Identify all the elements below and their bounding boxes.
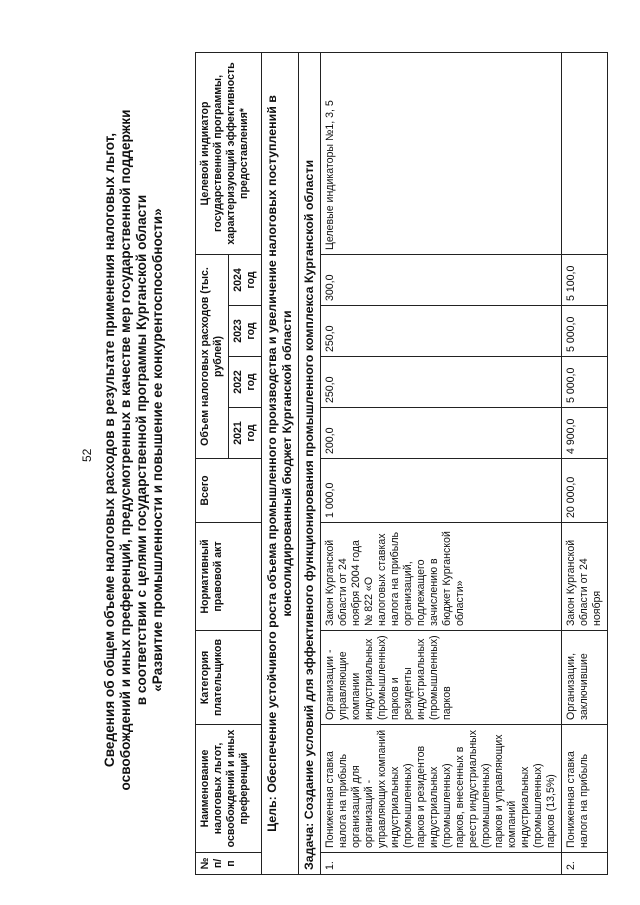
- row-name: Пониженная ставка налога на прибыль: [562, 725, 608, 853]
- goal-text: Цель: Обеспечение устойчивого роста объема промышленного производства и увеличение налоговых поступлений в консолидированный бюджет Курганской области: [262, 53, 299, 875]
- row-act: Закон Курганской области от 24 ноября 2004 года № 822 «О налоговых ставках налога на прибыль организаций, подлежащего зачислению в бюджет Курганской области»: [321, 523, 562, 631]
- header-category: Категория плательщиков: [196, 631, 262, 725]
- header-year: 2024 год: [229, 255, 262, 306]
- row-2022: 5 000,0: [562, 357, 608, 408]
- task-row: [299, 53, 321, 875]
- row-2024: 5 100,0: [562, 255, 608, 306]
- row-no: 1.: [321, 853, 562, 875]
- header-row: [196, 53, 229, 875]
- row-2021: 200,0: [321, 408, 562, 459]
- row-2024: 300,0: [321, 255, 562, 306]
- header-no: № п/п: [196, 853, 262, 875]
- tax-expenditure-table: [195, 52, 608, 875]
- row-indicator: Целевые индикаторы №1, 3, 5: [321, 53, 562, 255]
- header-year: 2021 год: [229, 408, 262, 459]
- title-line: в соответствии с целями государственной программы Курганской области: [134, 194, 149, 706]
- table-row: [321, 53, 562, 875]
- row-category: Организации - управляющие компании индустриальных (промышленных) парков и резиденты индустриальных (промышленных) парков: [321, 631, 562, 725]
- row-name: Пониженная ставка налога на прибыль организаций для организаций - управляющих компаний индустриальных (промышленных) парков и резидентов индустриальных (промышленных) парков, внесенных в реестр индустриальных (промышленных) парков и управляющих компаний индустриальных (промышленных) парков (13,5%): [321, 725, 562, 853]
- header-total: Всего: [196, 459, 262, 523]
- table-row: [562, 53, 608, 875]
- header-act: Нормативный правовой акт: [196, 523, 262, 631]
- document-title: [102, 55, 166, 845]
- header-year: 2023 год: [229, 306, 262, 357]
- header-indicator: Целевой индикатор государственной программы, характеризующий эффективность предоставления*: [196, 53, 262, 255]
- row-2022: 250,0: [321, 357, 562, 408]
- header-name: Наименование налоговых льгот, освобождений и иных преференций: [196, 725, 262, 853]
- title-line: Сведения об общем объеме налоговых расходов в результате применения налоговых льгот,: [102, 132, 117, 768]
- row-2023: 250,0: [321, 306, 562, 357]
- task-text: Задача: Создание условий для эффективного функционирования промышленного комплекса Курганской области: [299, 53, 321, 875]
- page-number: 52: [80, 448, 94, 462]
- row-category: Организации, заключившие: [562, 631, 608, 725]
- row-no: 2.: [562, 853, 608, 875]
- row-act: Закон Курганской области от 24 ноября: [562, 523, 608, 631]
- title-line: освобождений и иных преференций, предусмотренных в качестве мер государственной поддержки: [118, 109, 133, 791]
- title-line: «Развитие промышленности и повышение ее конкурентоспособности»: [150, 208, 165, 692]
- row-total: 20 000,0: [562, 459, 608, 523]
- row-total: 1 000,0: [321, 459, 562, 523]
- header-volume: Объем налоговых расходов (тыс. рублей): [196, 255, 229, 459]
- goal-row: [262, 53, 299, 875]
- row-2023: 5 000,0: [562, 306, 608, 357]
- header-year: 2022 год: [229, 357, 262, 408]
- row-2021: 4 900,0: [562, 408, 608, 459]
- row-indicator: [562, 53, 608, 255]
